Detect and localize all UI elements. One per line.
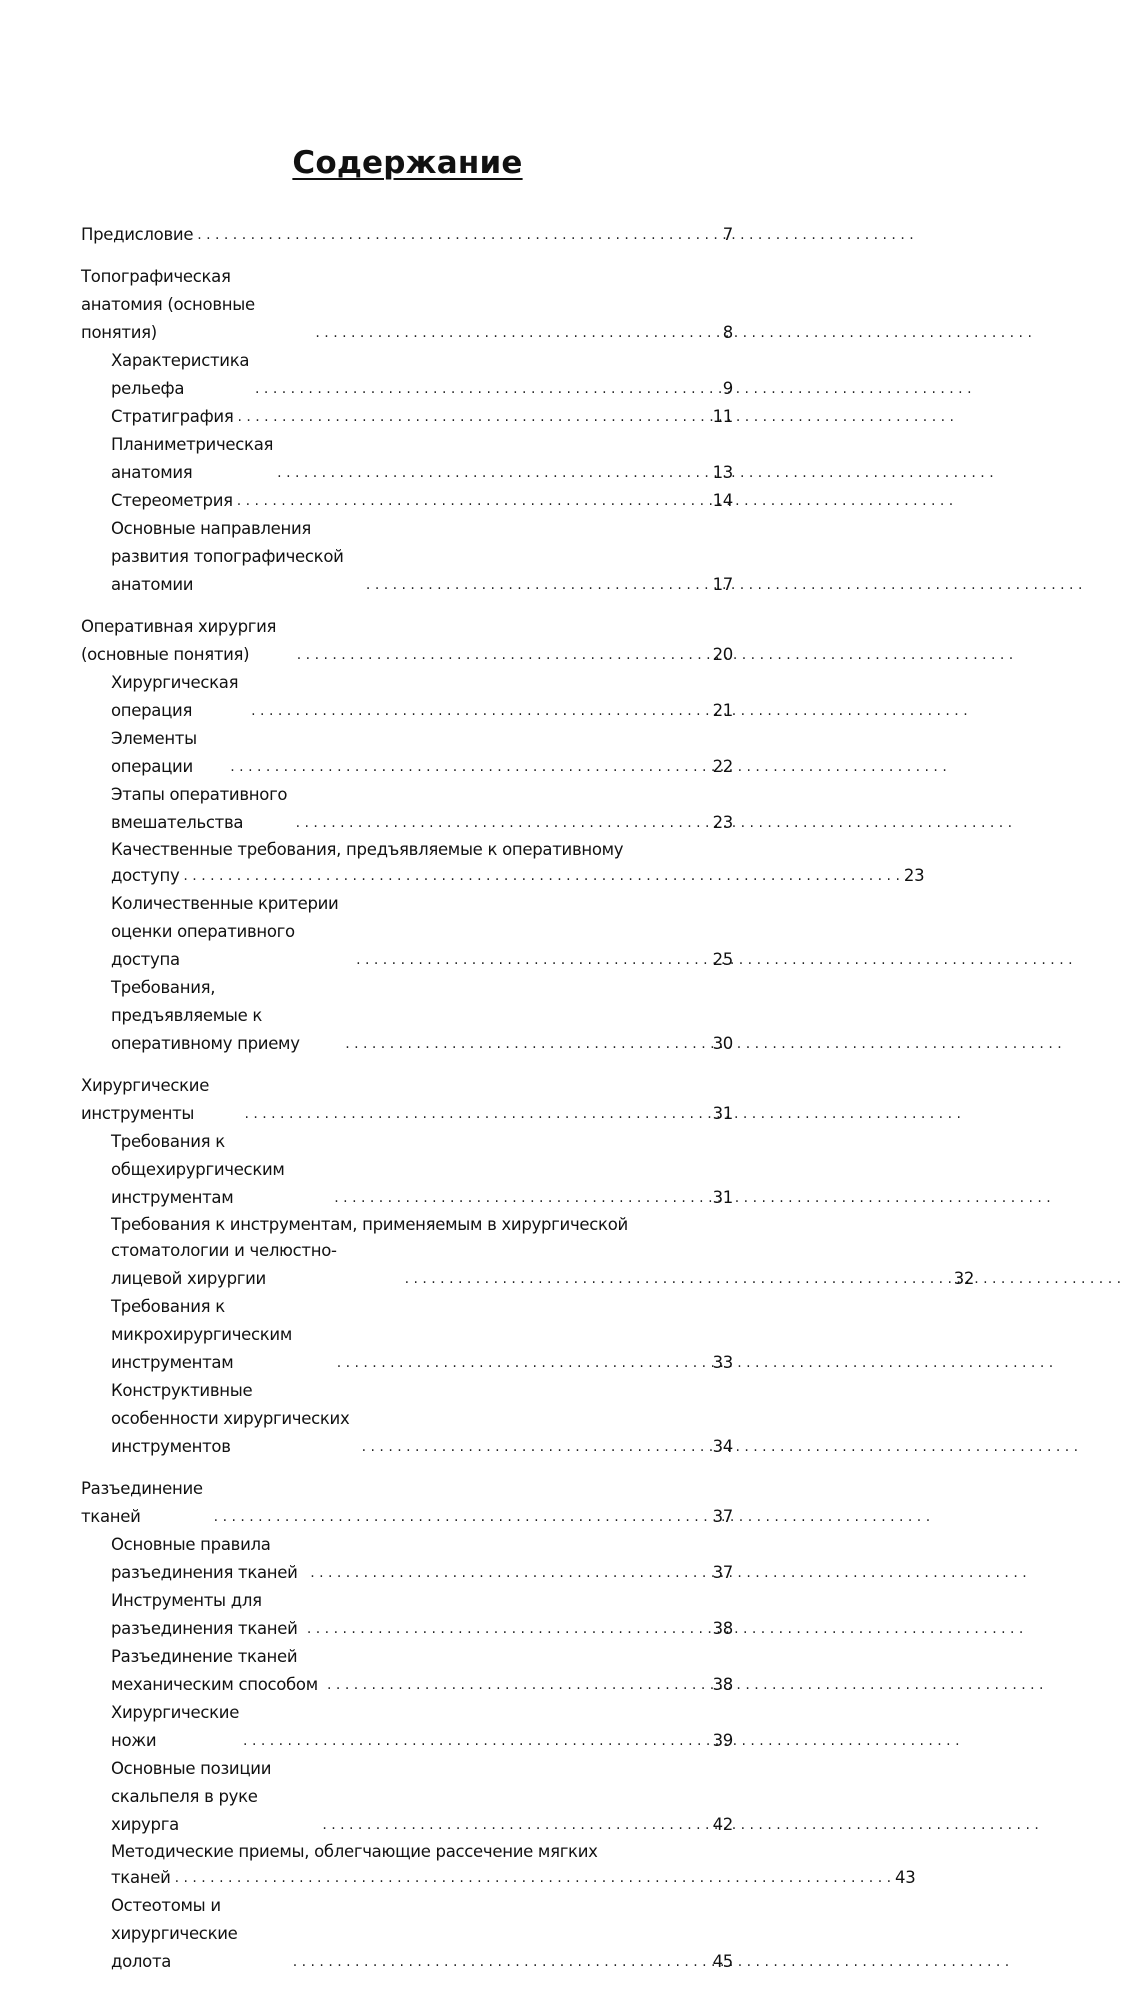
toc-subentry[interactable]	[111, 725, 733, 781]
toc-subentry[interactable]	[111, 1293, 733, 1377]
dot-leader	[366, 571, 709, 599]
toc-entry-title: Требования к инструментам, применяемым в хирургической	[111, 1215, 628, 1234]
toc-subentry[interactable]	[111, 487, 733, 515]
toc-page-number: 31	[712, 1104, 733, 1123]
dot-leader	[293, 1948, 709, 1976]
toc-page-number: 20	[712, 645, 733, 664]
toc-page-number: 37	[712, 1563, 733, 1582]
toc-page-number: 31	[712, 1188, 733, 1207]
toc-page-number: 43	[895, 1868, 916, 1887]
toc-entry-title: Методические приемы, облегчающие рассечение мягких	[111, 1842, 598, 1861]
dot-leader	[327, 1671, 709, 1699]
dot-leader	[405, 1265, 950, 1293]
toc-entry[interactable]	[81, 613, 733, 669]
toc-entry-title: Требования, предъявляемые к оперативному приему	[111, 978, 300, 1053]
toc-subentry[interactable]	[111, 1531, 733, 1587]
toc-subentry[interactable]	[111, 1892, 733, 1976]
toc-page-number: 33	[712, 1353, 733, 1372]
toc-subentry[interactable]	[111, 347, 733, 403]
toc-subentry[interactable]	[111, 1587, 733, 1643]
toc-entry-title: Элементы операции	[111, 729, 197, 776]
dot-leader	[175, 1864, 891, 1892]
toc-subentry[interactable]	[111, 781, 733, 837]
toc-page-number: 17	[712, 575, 733, 594]
dot-leader	[214, 1503, 709, 1531]
toc-entry-title: Основные направления развития топографической анатомии	[111, 519, 344, 594]
dot-leader	[277, 459, 708, 487]
toc-entry-title: Хирургическая операция	[111, 673, 239, 720]
toc-subentry[interactable]	[111, 669, 733, 725]
dot-leader	[345, 1030, 708, 1058]
dot-leader	[183, 862, 899, 890]
toc-entry-title: Хирургические инструменты	[81, 1076, 210, 1123]
toc-entry-title: Оперативная хирургия (основные понятия)	[81, 617, 277, 664]
toc-entry-title: Конструктивные особенности хирургических инструментов	[111, 1381, 350, 1456]
dot-leader	[296, 809, 709, 837]
toc-entry-title: Инструменты для разъединения тканей	[111, 1591, 298, 1638]
toc-entry-title: Требования к микрохирургическим инструментам	[111, 1297, 293, 1372]
toc-entry-title: Стратиграфия	[111, 407, 234, 426]
toc-entry-title: Остеотомы и хирургические долота	[111, 1896, 238, 1971]
toc-subentry[interactable]	[111, 1699, 733, 1755]
toc-page-number: 34	[712, 1437, 733, 1456]
table-of-contents	[81, 221, 975, 1990]
toc-page-number: 23	[712, 813, 733, 832]
dot-leader	[334, 1184, 708, 1212]
dot-leader	[315, 319, 718, 347]
dot-leader	[243, 1727, 709, 1755]
toc-page-number: 38	[712, 1675, 733, 1694]
dot-leader	[362, 1433, 709, 1461]
toc-section	[81, 1072, 975, 1461]
toc-entry-title-continued: стоматологии и челюстно-лицевой хирургии	[111, 1241, 337, 1288]
toc-subentry[interactable]	[111, 1377, 733, 1461]
toc-subentry[interactable]	[111, 1839, 916, 1892]
toc-entry-title: Количественные критерии оценки оперативного доступа	[111, 894, 339, 969]
toc-page-number: 39	[712, 1731, 733, 1750]
toc-entry-title: Топографическая анатомия (основные понятия)	[81, 267, 255, 342]
dot-leader	[197, 221, 719, 249]
toc-subentry[interactable]	[111, 1755, 733, 1839]
toc-entry[interactable]	[81, 263, 733, 347]
toc-page-number: 38	[712, 1619, 733, 1638]
dot-leader	[337, 1349, 709, 1377]
toc-entry-title: Основные правила разъединения тканей	[111, 1535, 298, 1582]
toc-entry-title: Планиметрическая анатомия	[111, 435, 274, 482]
toc-page-number: 13	[712, 463, 733, 482]
dot-leader	[230, 753, 708, 781]
dot-leader	[244, 1100, 708, 1128]
dot-leader	[307, 1615, 709, 1643]
toc-subentry[interactable]	[111, 1212, 975, 1293]
toc-entry-title: Хирургические ножи	[111, 1703, 240, 1750]
toc-page-number: 21	[712, 701, 733, 720]
toc-page-number: 14	[712, 491, 733, 510]
toc-subentry[interactable]	[111, 1643, 733, 1699]
dot-leader	[322, 1811, 708, 1839]
toc-page-number: 30	[712, 1034, 733, 1053]
toc-entry[interactable]	[81, 1475, 733, 1531]
toc-page-number: 23	[903, 866, 925, 885]
toc-page-number: 11	[712, 407, 733, 426]
dot-leader	[237, 487, 709, 515]
toc-subentry[interactable]	[111, 515, 733, 599]
dot-leader	[310, 1559, 708, 1587]
toc-section	[81, 1475, 916, 1976]
toc-entry-title: Разъединение тканей	[81, 1479, 203, 1526]
dot-leader	[297, 641, 709, 669]
toc-subentry[interactable]	[111, 837, 925, 890]
toc-entry-title: Стереометрия	[111, 491, 233, 510]
toc-subentry[interactable]	[111, 890, 733, 974]
dot-leader	[237, 403, 708, 431]
toc-subentry[interactable]	[111, 431, 733, 487]
toc-subentry[interactable]	[111, 1128, 733, 1212]
toc-page-number: 9	[722, 379, 733, 398]
toc-page-number: 45	[712, 1952, 733, 1971]
toc-section	[81, 613, 925, 1058]
toc-page-number: 37	[712, 1507, 733, 1526]
toc-entry[interactable]	[81, 1072, 733, 1128]
toc-entry-title: Предисловие	[81, 225, 194, 244]
toc-page-number: 22	[712, 757, 733, 776]
toc-entry-title: Требования к общехирургическим инструментам	[111, 1132, 285, 1207]
toc-page-number: 7	[722, 225, 733, 244]
toc-entry-title: Качественные требования, предъявляемые к оперативному	[111, 840, 624, 859]
toc-page-number: 32	[953, 1269, 975, 1288]
toc-entry-title: Характеристика рельефа	[111, 351, 250, 398]
toc-subentry[interactable]	[111, 403, 733, 431]
toc-entry-title-continued: тканей	[111, 1868, 171, 1887]
toc-page-number: 8	[722, 323, 733, 342]
dot-leader	[255, 375, 719, 403]
dot-leader	[251, 697, 708, 725]
page-title	[0, 143, 815, 183]
toc-page-number: 42	[712, 1815, 733, 1834]
toc-entry[interactable]	[81, 221, 733, 249]
toc-entry-title: Разъединение тканей механическим способом	[111, 1647, 318, 1694]
toc-section	[81, 263, 733, 599]
dot-leader	[356, 946, 709, 974]
page-title-text: Содержание	[292, 145, 523, 181]
toc-entry-title-continued: доступу	[111, 866, 180, 885]
toc-subentry[interactable]	[111, 974, 733, 1058]
toc-entry-title: Основные позиции скальпеля в руке хирурга	[111, 1759, 272, 1834]
toc-entry-title: Этапы оперативного вмешательства	[111, 785, 288, 832]
toc-section	[81, 221, 733, 249]
toc-page-number: 25	[712, 950, 733, 969]
